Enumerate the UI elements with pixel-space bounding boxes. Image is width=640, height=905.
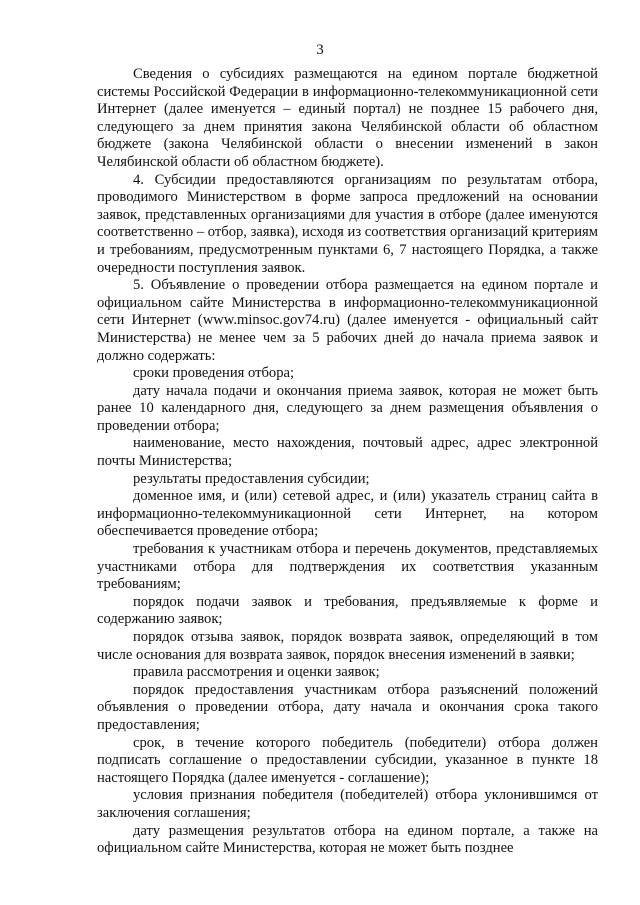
list-item: наименование, место нахождения, почтовый адрес, адрес электронной почты Министерства; (97, 435, 598, 470)
list-item: порядок предоставления участникам отбора разъяснений положений объявления о проведении отбора, дату начала и окончания срока такого предоставления; (97, 681, 598, 733)
list-item: правила рассмотрения и оценки заявок; (133, 664, 380, 681)
page-number: 3 (316, 42, 324, 58)
paragraph-item-5: 5. Объявление о проведении отбора размещается на едином портале и официальном сайте Министерства в информационно-телекоммуникационной сети Интернет (www.minsoc.gov74.ru) (далее именуется - официальный сайт Министерства) не менее чем за 5 рабочих дней до начала приема заявок и должно содержать: (97, 277, 598, 364)
list-item: дату начала подачи и окончания приема заявок, которая не может быть ранее 10 календарного дня, следующего за днем размещения объявления о проведении отбора; (97, 382, 598, 434)
document-body (97, 66, 598, 858)
list-item: порядок подачи заявок и требования, предъявляемые к форме и содержанию заявок; (97, 593, 598, 628)
paragraph-item-4: 4. Субсидии предоставляются организациям по результатам отбора, проводимого Министерством в форме запроса предложений на основании заявок, представленных организациями для участия в отборе (далее именуются соответственно – отбор, заявка), исходя из соответствия организаций критериям и требованиям, предусмотренным пунктами 6, 7 настоящего Порядка, а также очередности поступления заявок. (97, 171, 598, 276)
list-item: срок, в течение которого победитель (победители) отбора должен подписать соглашение о предоставлении субсидии, указанное в пункте 18 настоящего Порядка (далее именуется - соглашение); (97, 734, 598, 786)
list-item: результаты предоставления субсидии; (133, 470, 370, 487)
paragraph-subsidy-info: Сведения о субсидиях размещаются на едином портале бюджетной системы Российской Федерации в информационно-телекоммуникационной сети Интернет (далее именуется – единый портал) не позднее 15 рабочего дня, следующего за днем принятия закона Челябинской области об областном бюджете (закона Челябинской области о внесении изменений в закон Челябинской области об областном бюджете). (97, 66, 598, 170)
list-item: требования к участникам отбора и перечень документов, представляемых участниками отбора для подтверждения их соответствия указанным требованиям; (97, 541, 598, 593)
list-item: доменное имя, и (или) сетевой адрес, и (или) указатель страниц сайта в информационно-телекоммуникационной сети Интернет, на котором обеспечивается проведение отбора; (97, 488, 598, 540)
list-item: условия признания победителя (победителей) отбора уклонившимся от заключения соглашения; (97, 787, 598, 821)
list-item: сроки проведения отбора; (133, 365, 295, 382)
list-item: дату размещения результатов отбора на едином портале, а также на официальном сайте Министерства, которая не может быть позднее (97, 822, 598, 857)
list-item: порядок отзыва заявок, порядок возврата заявок, определяющий в том числе основания для возврата заявок, порядок внесения изменений в заявки; (97, 629, 598, 663)
